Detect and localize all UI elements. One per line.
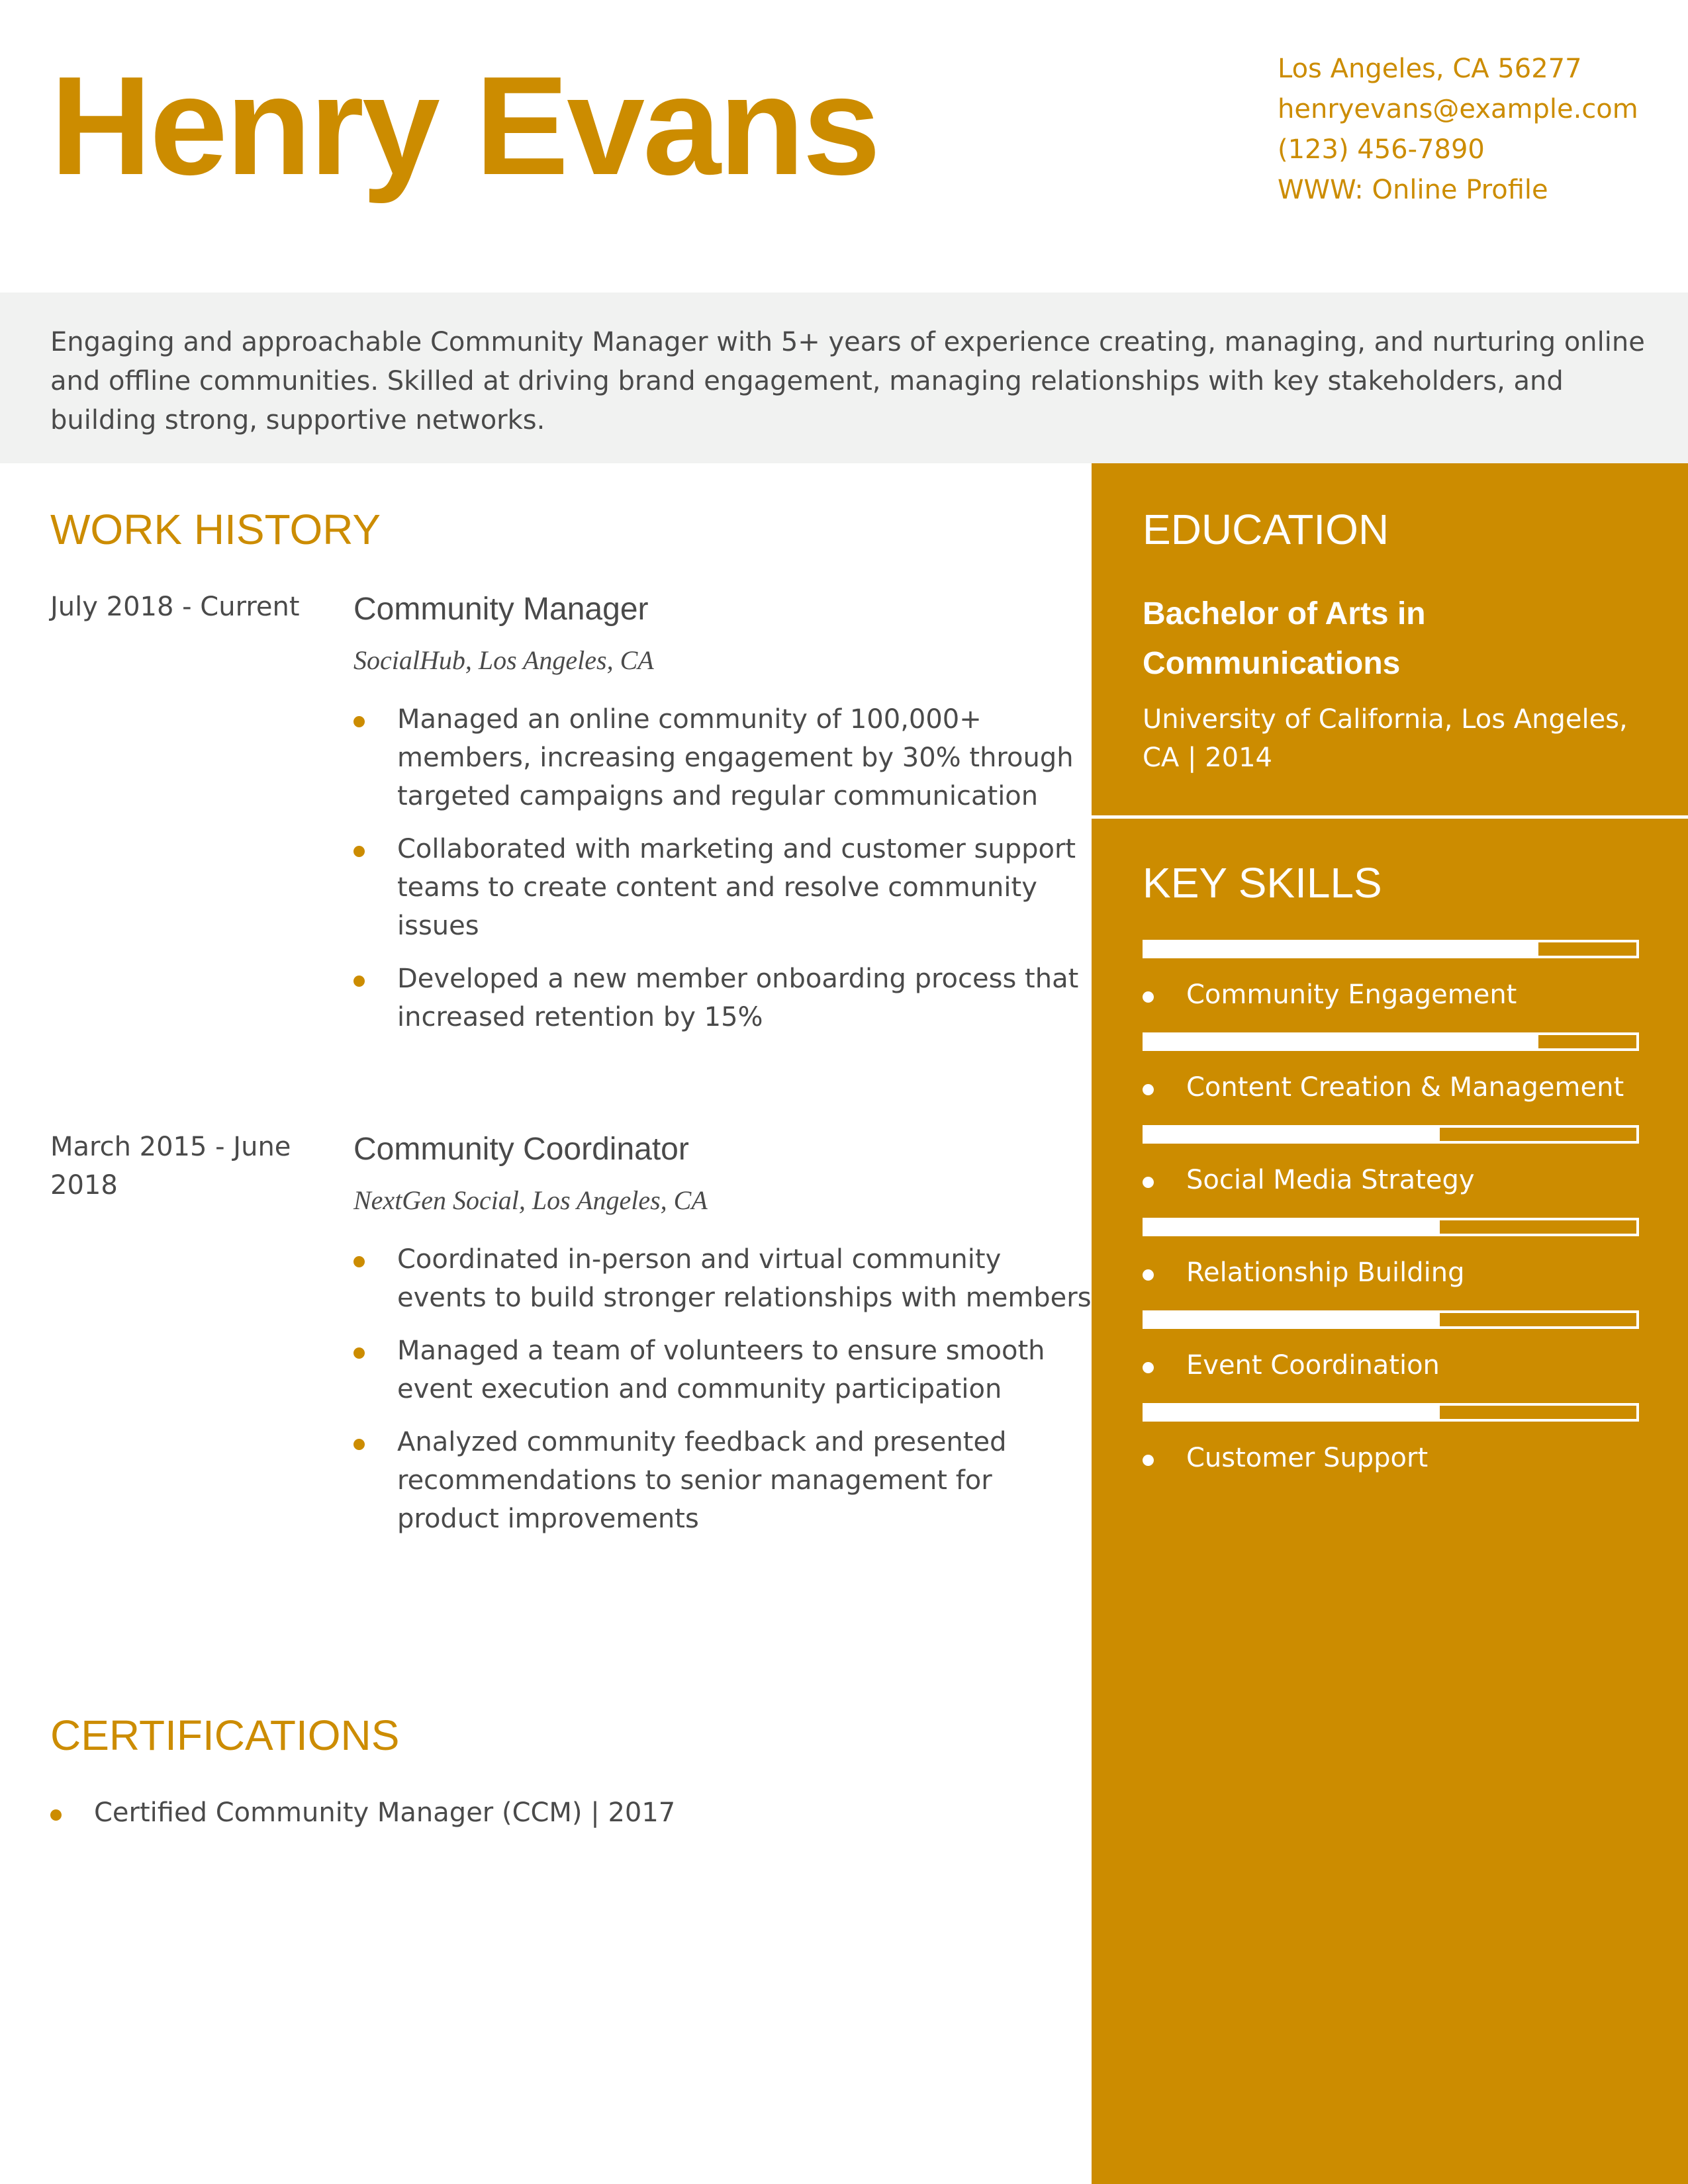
bullet-icon <box>353 1439 365 1450</box>
bullet-icon <box>1143 1362 1154 1373</box>
key-skills-heading: KEY SKILLS <box>1143 859 1382 907</box>
skill-level-bar <box>1143 940 1639 958</box>
skill-level-bar <box>1143 1032 1639 1051</box>
skill-name-row <box>1143 1253 1639 1292</box>
bullet-icon <box>1143 991 1154 1003</box>
skill-name-row <box>1143 1068 1639 1107</box>
skill-item <box>1143 1218 1639 1292</box>
skill-level-fill <box>1145 942 1538 956</box>
candidate-name: Henry Evans <box>50 47 879 204</box>
education-heading: EDUCATION <box>1143 506 1389 553</box>
bullet-icon <box>353 716 365 727</box>
contact-block <box>1278 49 1648 210</box>
bullet-icon <box>50 1809 62 1821</box>
skill-item <box>1143 1032 1639 1107</box>
bullet-icon <box>1143 1177 1154 1188</box>
contact-email[interactable]: henryevans@example.com <box>1278 94 1638 124</box>
work-history-heading: WORK HISTORY <box>50 506 381 553</box>
skill-name-row <box>1143 1439 1639 1477</box>
sidebar <box>1092 463 1688 2184</box>
skill-level-fill <box>1145 1313 1440 1326</box>
list-item <box>353 830 1095 945</box>
job-dates: March 2015 - June 2018 <box>50 1132 291 1201</box>
section-divider <box>1092 815 1688 819</box>
bullet-text: Coordinated in-person and virtual community events to build stronger relationships with members <box>397 1244 1092 1313</box>
bullet-icon <box>353 1347 365 1359</box>
skill-name: Relationship Building <box>1186 1257 1465 1288</box>
professional-summary: Engaging and approachable Community Manager with 5+ years of experience creating, managing, and nurturing online and offline communities. Skilled at driving brand engagement, managing relationships with key stakeholders, and building strong, supportive networks. <box>0 293 1688 463</box>
bullet-text: Analyzed community feedback and presented recommendations to senior management for product improvements <box>397 1427 1007 1534</box>
skill-level-bar <box>1143 1310 1639 1329</box>
degree: Bachelor of Arts in Communications <box>1143 596 1426 681</box>
job-title: Community Coordinator <box>353 1132 689 1167</box>
certification-text: Certified Community Manager (CCM) | 2017 <box>94 1797 676 1828</box>
bullet-text: Collaborated with marketing and customer support teams to create content and resolve community issues <box>397 834 1076 941</box>
skill-item <box>1143 940 1639 1014</box>
bullet-icon <box>1143 1455 1154 1466</box>
bullet-icon <box>1143 1269 1154 1281</box>
bullet-icon <box>353 846 365 857</box>
school: University of California, Los Angeles, CA | 2014 <box>1143 704 1628 773</box>
bullet-text: Managed an online community of 100,000+ members, increasing engagement by 30% through targeted campaigns and regular communication <box>397 704 1074 811</box>
list-item <box>353 1240 1095 1317</box>
skill-name: Event Coordination <box>1186 1350 1440 1381</box>
skill-level-bar <box>1143 1125 1639 1144</box>
skill-name-row <box>1143 1346 1639 1385</box>
job-bullets <box>353 700 1095 1051</box>
skill-name: Customer Support <box>1186 1443 1429 1473</box>
skill-name: Social Media Strategy <box>1186 1165 1475 1195</box>
list-item <box>353 1332 1095 1408</box>
bullet-icon <box>353 976 365 987</box>
bullet-text: Managed a team of volunteers to ensure smooth event execution and community participation <box>397 1336 1045 1404</box>
contact-phone[interactable]: (123) 456-7890 <box>1278 134 1485 165</box>
bullet-icon <box>353 1256 365 1267</box>
skill-name: Community Engagement <box>1186 979 1517 1010</box>
contact-location: Los Angeles, CA 56277 <box>1278 54 1582 84</box>
job-company: NextGen Social, Los Angeles, CA <box>353 1185 708 1215</box>
job-company: SocialHub, Los Angeles, CA <box>353 645 654 675</box>
bullet-icon <box>1143 1084 1154 1095</box>
skill-level-bar <box>1143 1403 1639 1422</box>
certifications-list <box>50 1794 1043 1832</box>
skill-item <box>1143 1125 1639 1199</box>
job-dates: July 2018 - Current <box>50 592 300 622</box>
job-title: Community Manager <box>353 592 649 627</box>
contact-website[interactable]: WWW: Online Profile <box>1278 175 1548 205</box>
skill-name: Content Creation & Management <box>1186 1072 1624 1103</box>
skill-level-fill <box>1145 1406 1440 1419</box>
list-item <box>353 960 1095 1036</box>
skill-name-row <box>1143 1161 1639 1199</box>
skill-item <box>1143 1403 1639 1477</box>
skill-level-bar <box>1143 1218 1639 1236</box>
skill-level-fill <box>1145 1220 1440 1234</box>
skills-list <box>1143 940 1639 1477</box>
list-item <box>353 1423 1095 1538</box>
job-bullets <box>353 1240 1095 1553</box>
skill-level-fill <box>1145 1128 1440 1141</box>
list-item <box>353 700 1095 815</box>
certifications-heading: CERTIFICATIONS <box>50 1711 400 1759</box>
skill-level-fill <box>1145 1035 1538 1048</box>
skill-item <box>1143 1310 1639 1385</box>
bullet-text: Developed a new member onboarding process that increased retention by 15% <box>397 964 1079 1032</box>
skill-name-row <box>1143 976 1639 1014</box>
list-item <box>50 1794 1043 1832</box>
